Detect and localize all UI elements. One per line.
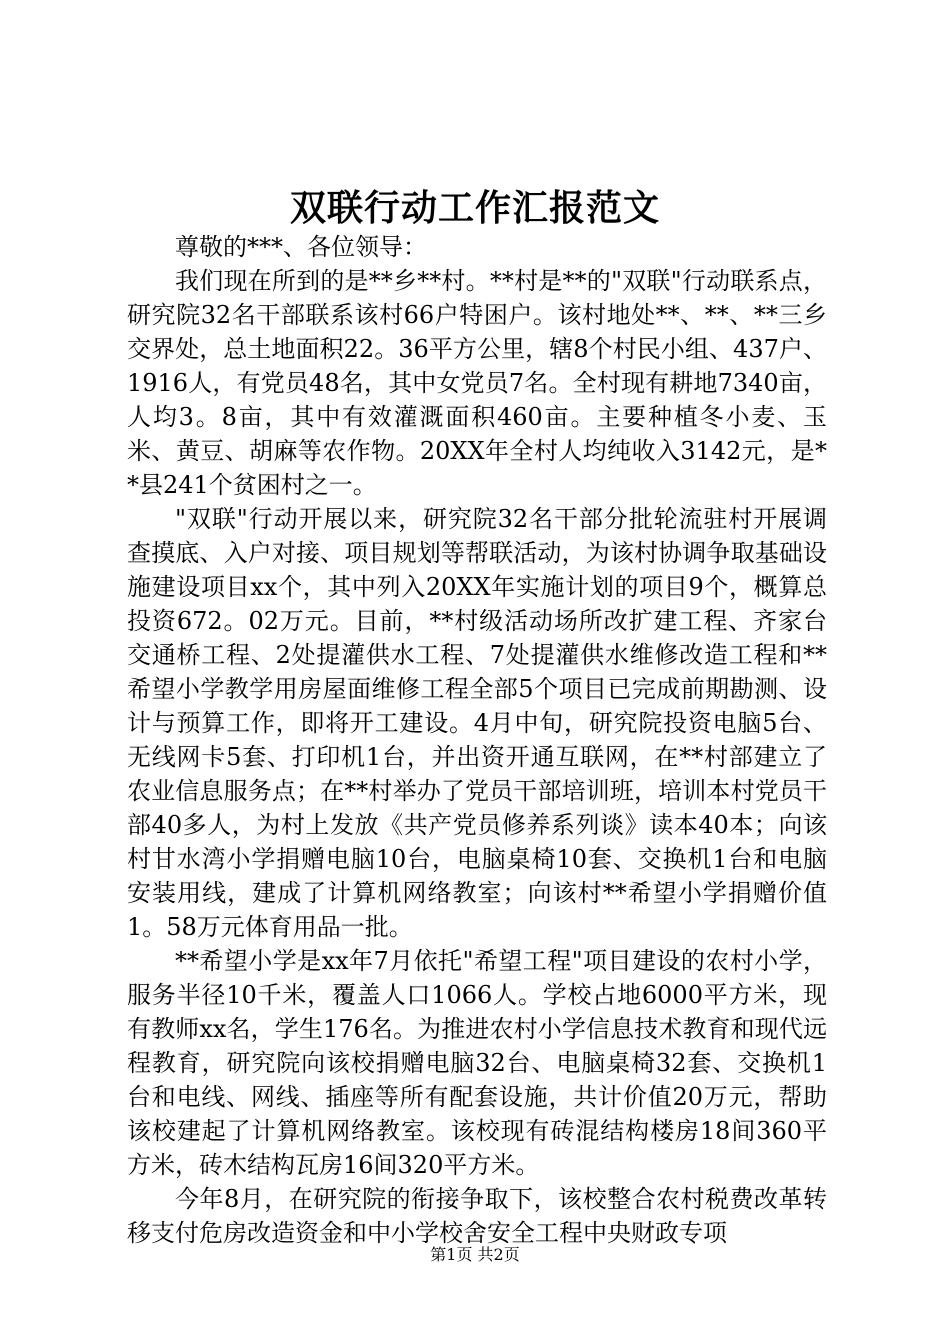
page-footer: 第1页 共2页 (430, 1245, 520, 1264)
paragraph-1: 我们现在所到的是**乡**村。**村是**的"双联"行动联系点，研究院32名干部联系该村66户特困户。该村地处**、**、**三乡交界处，总土地面积22。36平方公里，辖8个村民小组、437户、1916人，有党员48名，其中女党员7名。全村现有耕地7340亩，人均3。8亩，其中有效灌溉面积460亩。主要种植冬小麦、玉米、黄豆、胡麻等农作物。20XX年全村人均纯收入3142元，是**县241个贫困村之一。 (127, 267, 827, 499)
greeting: 尊敬的***、各位领导： (175, 233, 427, 261)
paragraph-3: **希望小学是xx年7月依托"希望工程"项目建设的农村小学，服务半径10千米，覆盖人口1066人。学校占地6000平方米，现有教师xx名，学生176名。为推进农村小学信息技术教育和现代远程教育，研究院向该校捐赠电脑32台、电脑桌椅32套、交换机1台和电线、网线、插座等所有配套设施，共计价值20万元，帮助该校建起了计算机网络教室。该校现有砖混结构楼房18间360平方米，砖木结构瓦房16间320平方米。 (127, 947, 827, 1179)
document-body (127, 230, 827, 1250)
document-title: 双联行动工作汇报范文 (289, 187, 660, 229)
paragraph-2: "双联"行动开展以来，研究院32名干部分批轮流驻村开展调查摸底、入户对接、项目规划等帮联活动，为该村协调争取基础设施建设项目xx个，其中列入20XX年实施计划的项目9个，概算总投资672。02万元。目前，**村级活动场所改扩建工程、齐家台交通桥工程、2处提灌供水工程、7处提灌供水维修改造工程和**希望小学教学用房屋面维修工程全部5个项目已完成前期勘测、设计与预算工作，即将开工建设。4月中旬，研究院投资电脑5台、无线网卡5套、打印机1台，并出资开通互联网，在**村部建立了农业信息服务点；在**村举办了党员干部培训班，培训本村党员干部40多人，为村上发放《共产党员修养系列谈》读本40本；向该村甘水湾小学捐赠电脑10台，电脑桌椅10套、交换机1台和电脑安装用线，建成了计算机网络教室；向该村**希望小学捐赠价值1。58万元体育用品一批。 (127, 505, 827, 941)
paragraph-4: 今年8月，在研究院的衔接争取下，该校整合农村税费改革转移支付危房改造资金和中小学校舍安全工程中央财政专项 (127, 1185, 827, 1247)
